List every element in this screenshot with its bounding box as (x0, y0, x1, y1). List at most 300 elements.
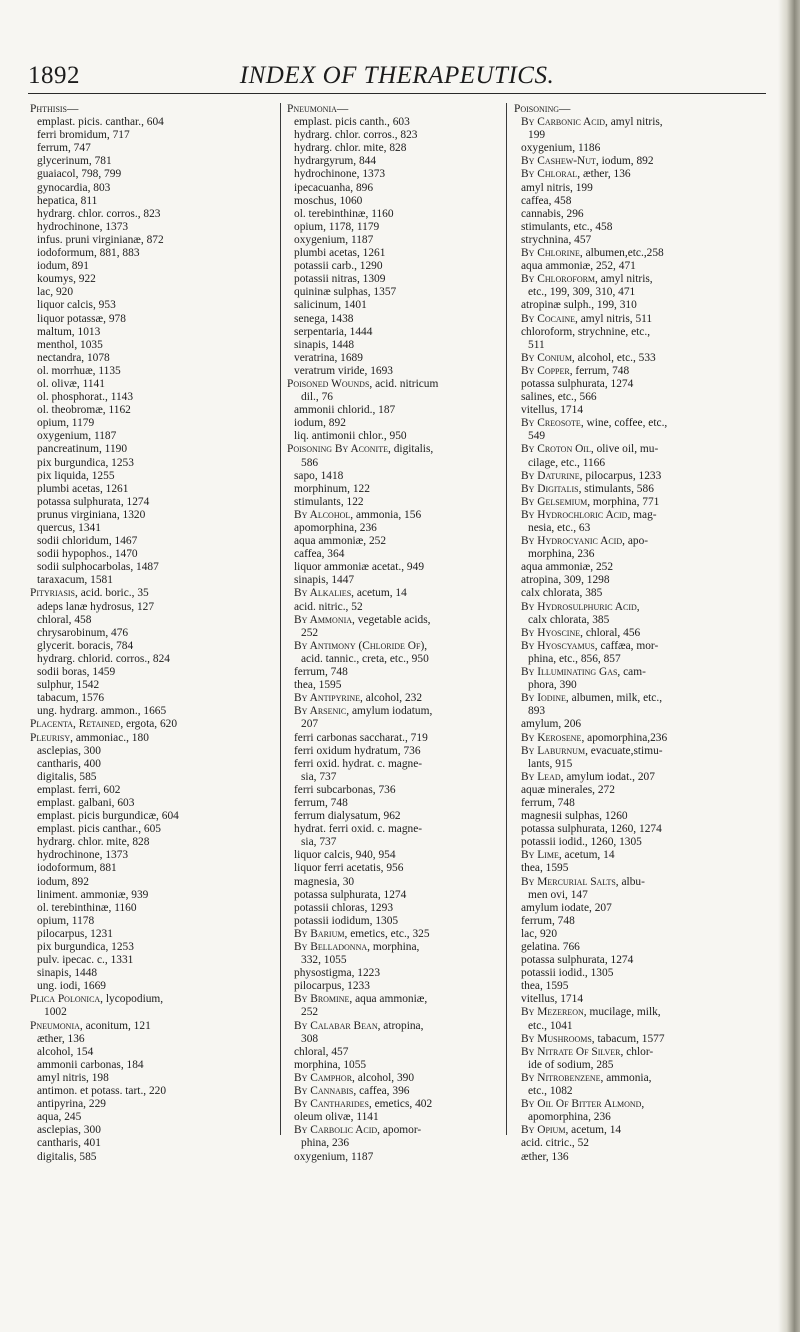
heading-term: By Hyoscyamus, (521, 639, 601, 652)
index-entry: aqua, 245 (37, 1111, 82, 1124)
index-entry: sinapis, 1447 (294, 574, 355, 587)
heading-term: Poisoning By Aconite, (287, 443, 394, 456)
heading-term: By Iodine, (521, 692, 572, 705)
index-entry: sapo, 1418 (294, 469, 344, 482)
index-entry: pilocarpus, 1233 (294, 980, 370, 993)
index-entry: hydrarg. chlor. mite, 828 (37, 836, 150, 849)
index-entry: æther, 136 (37, 1032, 85, 1045)
index-entry: magnesii sulphas, 1260 (521, 810, 628, 823)
index-entry: thea, 1595 (294, 679, 342, 692)
index-entry: magnesia, 30 (294, 875, 355, 888)
index-entry: hydrochinone, 1373 (37, 849, 129, 862)
index-entry: ferri oxidum hydratum, 736 (294, 744, 421, 757)
heading-term: Pneumonia, (30, 1019, 86, 1032)
index-entry: chloroform, strychnine, etc., (521, 325, 651, 338)
heading-term: By Opium, (521, 1124, 572, 1137)
index-entry: potassa sulphurata, 1274 (294, 888, 407, 901)
index-column-1 (30, 103, 272, 1164)
index-entry: liq. antimonii chlor., 950 (294, 430, 407, 443)
index-continuation: 549 (528, 430, 546, 443)
index-entry: By Gelsemium, morphina, 771 (521, 495, 660, 508)
page-title: INDEX OF THERAPEUTICS. (239, 62, 555, 89)
index-entry: infus. pruni virginianæ, 872 (37, 233, 164, 246)
index-entry: By Nitrobenzene, ammonia, (521, 1071, 652, 1084)
index-heading: Poisoned Wounds, acid. nitricum (287, 377, 439, 390)
index-entry (287, 640, 499, 653)
index-continuation: 511 (528, 338, 545, 351)
index-entry: ipecacuanha, 896 (294, 181, 374, 194)
index-entry: By Copper, ferrum, 748 (521, 364, 630, 377)
index-entry: By Lead, amylum iodat., 207 (521, 770, 655, 783)
heading-term: By Arsenic, (294, 705, 352, 718)
index-entry: By Daturine, pilocarpus, 1233 (521, 469, 662, 482)
page-edge-shadow (778, 0, 800, 1332)
index-entry: potassii iodid., 1305 (521, 967, 614, 980)
index-heading: Poisoning— (514, 103, 571, 115)
index-entry: vitellus, 1714 (521, 404, 584, 417)
index-entry: glycerinum, 781 (37, 155, 112, 168)
index-column-2 (287, 103, 499, 1164)
index-entry: liquor ammoniæ acetat., 949 (294, 561, 425, 574)
index-entry: acid. citric., 52 (521, 1137, 589, 1150)
index-continuation: phora, 390 (528, 679, 577, 692)
index-entry: plumbi acetas, 1261 (294, 247, 386, 260)
index-entry: gelatina. 766 (521, 941, 580, 953)
index-entry: By Chlorine, albumen,etc.,258 (521, 247, 664, 260)
index-entry: amyl nitris, 198 (37, 1071, 109, 1084)
index-heading: Poisoning By Aconite, digitalis, (287, 443, 434, 456)
index-entry: amylum, 206 (521, 718, 582, 731)
index-entry: potassii carb., 1290 (294, 260, 383, 273)
header-rule (28, 93, 766, 94)
index-entry: chloral, 458 (37, 613, 92, 626)
index-entry: By Camphor, alcohol, 390 (294, 1071, 415, 1084)
index-entry: By Alkalies, acetum, 14 (294, 587, 407, 600)
index-entry: By Iodine, albumen, milk, etc., (521, 692, 663, 705)
index-entry: taraxacum, 1581 (37, 574, 113, 587)
heading-term: Phthisis (30, 103, 68, 115)
heading-term: By Alcohol, (294, 508, 356, 521)
index-entry: ferri carbonas saccharat., 719 (294, 731, 428, 744)
index-entry: ferrum, 748 (521, 796, 575, 809)
index-continuation: 332, 1055 (301, 954, 347, 967)
index-entry: calx chlorata, 385 (521, 587, 603, 600)
index-entry: acid. nitric., 52 (294, 600, 363, 613)
index-entry: By Cannabis, caffea, 396 (294, 1085, 410, 1098)
index-continuation: morphina, 236 (528, 548, 595, 561)
index-entry: emplast. picis canthar., 605 (37, 823, 162, 836)
index-continuation: 586 (301, 456, 319, 469)
heading-term: By Antipyrine, (294, 692, 366, 705)
index-entry: morphina, 1055 (294, 1058, 367, 1071)
index-continuation: 199 (528, 129, 546, 142)
index-entry: moschus, 1060 (294, 194, 363, 207)
index-entry: oxygenium, 1187 (294, 1150, 374, 1163)
page-number: 1892 (28, 62, 80, 89)
heading-term: By Antimony (Chloride Of), (294, 639, 428, 652)
index-entry: By Belladonna, morphina, (294, 941, 420, 953)
heading-term: By Bromine, (294, 993, 356, 1006)
index-entry: By Hyoscine, chloral, 456 (521, 626, 641, 639)
heading-term: By Gelsemium, (521, 495, 593, 508)
index-entry: hydrarg. chlor. corros., 823 (294, 129, 418, 142)
heading-term: Poisoned Wounds, (287, 377, 376, 390)
heading-term: By Mercurial Salts, (521, 875, 622, 888)
index-continuation: 1002 (44, 1006, 67, 1019)
index-continuation: nesia, etc., 63 (528, 522, 591, 534)
index-column-3 (514, 103, 750, 1164)
index-entry: ferrum, 747 (37, 142, 91, 155)
heading-term: By Oil Of Bitter Almond, (521, 1098, 645, 1111)
index-entry: adeps lanæ hydrosus, 127 (37, 600, 155, 613)
heading-term: By Croton Oil, (521, 443, 597, 456)
index-continuation: lants, 915 (528, 757, 573, 770)
heading-term: By Digitalis, (521, 482, 585, 495)
index-entry: ol. theobromæ, 1162 (37, 404, 131, 417)
index-entry: ol. morrhuæ, 1135 (37, 364, 121, 377)
column-divider (506, 103, 507, 1135)
index-entry: aqua ammoniæ, 252 (521, 561, 614, 574)
index-entry: strychnina, 457 (521, 233, 592, 246)
index-entry: ferri bromidum, 717 (37, 129, 130, 142)
heading-term: By Mushrooms, (521, 1032, 598, 1045)
heading-term: Pneumonia (287, 103, 337, 115)
index-entry: ferri oxid. hydrat. c. magne- (294, 757, 423, 770)
index-entry: By Arsenic, amylum iodatum, (294, 705, 433, 718)
index-entry: opium, 1178 (37, 914, 95, 927)
index-entry: amylum iodate, 207 (521, 901, 612, 914)
index-entry: cannabis, 296 (521, 207, 584, 220)
index-entry: senega, 1438 (294, 312, 354, 325)
index-entry: By Hyoscyamus, caffæa, mor- (521, 639, 659, 652)
index-heading: Phthisis— (30, 103, 79, 115)
index-entry: By Mezereon, mucilage, milk, (521, 1006, 661, 1019)
index-continuation: cilage, etc., 1166 (528, 456, 606, 469)
index-continuation: men ovi, 147 (528, 888, 588, 901)
index-entry: maltum, 1013 (37, 325, 101, 338)
index-entry: glycerit. boracis, 784 (37, 639, 134, 652)
index-entry: By Cocaine, amyl nitris, 511 (521, 312, 653, 325)
heading-term: By Belladonna, (294, 941, 373, 953)
index-entry: emplast. picis canth., 603 (294, 116, 410, 129)
index-entry: aquæ minerales, 272 (521, 783, 615, 796)
index-entry: By Calabar Bean, atropina, (294, 1019, 424, 1032)
index-entry: iodoformum, 881, 883 (37, 247, 140, 260)
heading-term: By Chloral, (521, 168, 583, 181)
index-entry: asclepias, 300 (37, 1124, 101, 1137)
index-entry: emplast. ferri, 602 (37, 783, 121, 796)
index-entry: iodoformum, 881 (37, 862, 117, 875)
index-entry: gynocardia, 803 (37, 181, 111, 194)
index-entry: ferri subcarbonas, 736 (294, 783, 396, 796)
index-entry: asclepias, 300 (37, 744, 101, 757)
heading-term: By Camphor, (294, 1071, 358, 1084)
heading-term: Pleurisy, (30, 731, 76, 744)
index-entry: By Ammonia, vegetable acids, (294, 613, 431, 626)
index-entry: ammonii carbonas, 184 (37, 1058, 144, 1071)
index-entry: liniment. ammoniæ, 939 (37, 888, 149, 901)
index-entry: liquor calcis, 940, 954 (294, 849, 396, 862)
index-entry: tabacum, 1576 (37, 692, 105, 705)
index-entry: ferrum, 748 (294, 666, 348, 679)
index-entry: oxygenium, 1186 (521, 142, 601, 155)
index-entry: potassii chloras, 1293 (294, 901, 394, 914)
index-heading: Pneumonia— (287, 103, 349, 115)
column-divider (280, 103, 281, 1135)
running-header (28, 62, 766, 88)
heading-term: By Ammonia, (294, 613, 358, 626)
index-continuation: etc., 199, 309, 310, 471 (528, 286, 636, 299)
index-entry: stimulants, etc., 458 (521, 220, 613, 233)
index-entry: atropina, 309, 1298 (521, 574, 610, 587)
heading-term: By Daturine, (521, 469, 586, 482)
index-entry: By Carbonic Acid, amyl nitris, (521, 116, 663, 129)
heading-term: By Hydrochloric Acid, (521, 508, 634, 521)
index-continuation: ide of sodium, 285 (528, 1058, 614, 1071)
heading-term: By Hydrocyanic Acid, (521, 535, 628, 548)
index-continuation: apomorphina, 236 (528, 1111, 611, 1124)
index-entry: thea, 1595 (521, 862, 569, 875)
index-entry: hydrochinone, 1373 (294, 168, 386, 181)
index-entry: potassii nitras, 1309 (294, 273, 386, 286)
index-entry: By Antipyrine, alcohol, 232 (294, 692, 423, 705)
index-entry: pix liquida, 1255 (37, 469, 115, 482)
index-entry: caffea, 458 (521, 194, 572, 207)
index-entry: chloral, 457 (294, 1045, 349, 1058)
index-entry: caffea, 364 (294, 548, 345, 561)
index-continuation: etc., 1082 (528, 1085, 573, 1098)
index-continuation: etc., 1041 (528, 1019, 573, 1032)
index-entry: aqua ammoniæ, 252, 471 (521, 260, 636, 273)
index-entry: digitalis, 585 (37, 1150, 97, 1163)
heading-term: By Copper, (521, 364, 576, 377)
index-entry: sinapis, 1448 (294, 338, 355, 351)
index-heading: Plica Polonica, lycopodium, (30, 993, 164, 1006)
index-entry: iodum, 892 (37, 875, 89, 888)
index-entry: oleum olivæ, 1141 (294, 1111, 379, 1124)
index-entry: oxygenium, 1187 (294, 233, 374, 246)
index-entry: By Cantharides, emetics, 402 (294, 1098, 433, 1111)
index-entry: lac, 920 (521, 927, 558, 940)
index-entry: plumbi acetas, 1261 (37, 482, 129, 495)
index-heading: Pleurisy, ammoniac., 180 (30, 731, 149, 744)
index-entry: potassa sulphurata, 1260, 1274 (521, 823, 662, 836)
index-continuation: 893 (528, 705, 546, 718)
index-continuation: 252 (301, 1006, 319, 1019)
index-entry: ferrum dialysatum, 962 (294, 810, 401, 823)
index-entry: iodum, 891 (37, 260, 89, 273)
index-entry: pix burgundica, 1253 (37, 456, 134, 469)
index-entry: iodum, 892 (294, 417, 346, 430)
index-entry: sodii sulphocarbolas, 1487 (37, 561, 159, 574)
index-continuation: 207 (301, 718, 319, 731)
index-entry: ung. iodi, 1669 (37, 980, 106, 993)
heading-term: By Mezereon, (521, 1006, 590, 1019)
index-entry: By Barium, emetics, etc., 325 (294, 927, 430, 940)
heading-term: By Creosote, (521, 417, 587, 430)
index-entry: guaiacol, 798, 799 (37, 168, 122, 181)
index-entry: veratrina, 1689 (294, 351, 363, 364)
index-entry: potassa sulphurata, 1274 (521, 954, 634, 967)
heading-term: By Cannabis, (294, 1085, 360, 1098)
index-entry: emplast. picis. canthar., 604 (37, 116, 164, 129)
index-heading: Placenta, Retained, ergota, 620 (30, 718, 178, 731)
index-entry: By Illuminating Gas, cam- (521, 666, 646, 679)
index-entry: hydrargyrum, 844 (294, 155, 377, 168)
index-entry: æther, 136 (521, 1150, 569, 1163)
index-entry: hydrarg. chlorid. corros., 824 (37, 652, 170, 665)
index-entry: emplast. galbani, 603 (37, 796, 135, 809)
index-entry: cantharis, 401 (37, 1137, 101, 1150)
heading-term: By Cashew-Nut, (521, 155, 602, 168)
index-continuation: 252 (301, 626, 319, 639)
index-entry: By Kerosene, apomorphina,236 (521, 731, 668, 744)
index-entry: By Bromine, aqua ammoniæ, (294, 993, 428, 1006)
index-entry: hepatica, 811 (37, 194, 98, 207)
index-entry: potassa sulphurata, 1274 (521, 377, 634, 390)
index-entry: By Laburnum, evacuate,stimu- (521, 744, 663, 757)
index-entry: By Mercurial Salts, albu- (521, 875, 645, 888)
index-entry: ferrum, 748 (294, 796, 348, 809)
index-entry: digitalis, 585 (37, 770, 97, 783)
index-entry: potassii iodid., 1260, 1305 (521, 836, 642, 849)
heading-term: By Alkalies, (294, 587, 357, 600)
index-continuation: sia, 737 (301, 770, 337, 783)
index-continuation: acid. tannic., creta, etc., 950 (301, 652, 429, 665)
heading-term: By Lead, (521, 770, 567, 783)
index-entry: chrysarobinum, 476 (37, 626, 129, 639)
index-entry: thea, 1595 (521, 980, 569, 993)
heading-term: By Chloroform, (521, 273, 601, 286)
index-entry: prunus virginiana, 1320 (37, 508, 146, 521)
index-entry: antipyrina, 229 (37, 1098, 106, 1111)
index-entry: morphinum, 122 (294, 482, 370, 495)
index-entry: cantharis, 400 (37, 757, 101, 770)
index-entry: opium, 1178, 1179 (294, 220, 380, 233)
heading-term: By Kerosene, (521, 731, 588, 744)
index-entry: By Digitalis, stimulants, 586 (521, 482, 654, 495)
index-entry: nectandra, 1078 (37, 351, 110, 364)
index-entry: ol. phosphorat., 1143 (37, 391, 134, 404)
index-entry: pulv. ipecac. c., 1331 (37, 954, 134, 967)
index-entry: lac, 920 (37, 286, 74, 299)
index-entry: potassii iodidum, 1305 (294, 914, 399, 927)
heading-term: By Barium, (294, 927, 351, 940)
index-entry: By Lime, acetum, 14 (521, 849, 615, 862)
heading-term: Pityriasis, (30, 587, 81, 600)
index-entry: sodii hypophos., 1470 (37, 548, 138, 561)
index-entry: ammonii chlorid., 187 (294, 404, 396, 417)
index-entry: quininæ sulphas, 1357 (294, 286, 397, 299)
heading-term: By Hydrosulphuric Acid, (521, 600, 640, 613)
index-entry: By Chloroform, amyl nitris, (521, 273, 653, 286)
index-entry: menthol, 1035 (37, 338, 103, 351)
index-entry: sodii boras, 1459 (37, 666, 116, 679)
index-entry: atropinæ sulph., 199, 310 (521, 299, 637, 312)
index-entry: pancreatinum, 1190 (37, 443, 128, 456)
index-entry: ol. olivæ, 1141 (37, 377, 105, 390)
index-entry: By Alcohol, ammonia, 156 (294, 508, 422, 521)
index-entry: sinapis, 1448 (37, 967, 98, 980)
heading-term: By Nitrate Of Silver, (521, 1045, 627, 1058)
index-entry: emplast. picis burgundicæ, 604 (37, 810, 179, 823)
index-entry: serpentaria, 1444 (294, 325, 373, 338)
index-entry: quercus, 1341 (37, 522, 101, 534)
index-entry: By Creosote, wine, coffee, etc., (521, 417, 668, 430)
heading-term: By Hyoscine, (521, 626, 586, 639)
index-entry: By Carbolic Acid, apomor- (294, 1124, 422, 1137)
index-heading: Pneumonia, aconitum, 121 (30, 1019, 151, 1032)
index-entry: pix burgundica, 1253 (37, 941, 134, 953)
heading-term: By Calabar Bean, (294, 1019, 384, 1032)
heading-term: By Cantharides, (294, 1098, 375, 1111)
heading-term: By Nitrobenzene, (521, 1071, 607, 1084)
index-entry: By Nitrate Of Silver, chlor- (521, 1045, 654, 1058)
index-continuation: calx chlorata, 385 (528, 613, 610, 626)
index-entry: By Conium, alcohol, etc., 533 (521, 351, 656, 364)
index-continuation: dil., 76 (301, 391, 333, 404)
index-entry: By Hydrocyanic Acid, apo- (521, 535, 649, 548)
index-entry: hydrarg. chlor. mite, 828 (294, 142, 407, 155)
index-entry: hydrarg. chlor. corros., 823 (37, 207, 161, 220)
heading-term: Plica Polonica, (30, 993, 106, 1006)
index-entry: vitellus, 1714 (521, 993, 584, 1006)
index-entry: veratrum viride, 1693 (294, 364, 394, 377)
index-entry: By Hydrochloric Acid, mag- (521, 508, 657, 521)
heading-term: By Carbonic Acid, (521, 116, 611, 129)
index-entry: alcohol, 154 (37, 1045, 94, 1058)
index-entry: ol. terebinthinæ, 1160 (294, 207, 394, 220)
index-entry: liquor calcis, 953 (37, 299, 116, 312)
index-entry: stimulants, 122 (294, 495, 364, 508)
index-entry: By Mushrooms, tabacum, 1577 (521, 1032, 665, 1045)
index-entry: ol. terebinthinæ, 1160 (37, 901, 137, 914)
index-entry: aqua ammoniæ, 252 (294, 535, 387, 548)
index-entry: sulphur, 1542 (37, 679, 100, 692)
index-entry: By Cashew-Nut, iodum, 892 (521, 155, 654, 168)
index-entry: pilocarpus, 1231 (37, 927, 113, 940)
index-entry: salicinum, 1401 (294, 299, 367, 312)
heading-term: By Carbolic Acid, (294, 1124, 383, 1137)
index-continuation: 308 (301, 1032, 319, 1045)
heading-term: By Lime, (521, 849, 565, 862)
index-entry: oxygenium, 1187 (37, 430, 117, 443)
heading-term: By Cocaine, (521, 312, 581, 325)
index-entry: By Chloral, æther, 136 (521, 168, 631, 181)
index-continuation: sia, 737 (301, 836, 337, 849)
index-entry: antimon. et potass. tart., 220 (37, 1085, 167, 1098)
heading-term: By Conium, (521, 351, 578, 364)
index-entry (514, 601, 750, 614)
index-entry: apomorphina, 236 (294, 522, 377, 534)
index-continuation: phina, etc., 856, 857 (528, 652, 621, 665)
index-entry: By Opium, acetum, 14 (521, 1124, 622, 1137)
heading-term: By Laburnum, (521, 744, 591, 757)
index-entry: opium, 1179 (37, 417, 95, 430)
index-heading: Pityriasis, acid. boric., 35 (30, 587, 149, 600)
index-entry: By Croton Oil, olive oil, mu- (521, 443, 659, 456)
index-entry: ung. hydrarg. ammon., 1665 (37, 705, 167, 718)
index-entry: salines, etc., 566 (521, 391, 597, 404)
index-entry: ferrum, 748 (521, 914, 575, 927)
heading-term: Placenta, Retained, (30, 718, 127, 731)
index-entry (514, 1098, 750, 1111)
index-entry: potassa sulphurata, 1274 (37, 495, 150, 508)
index-entry: physostigma, 1223 (294, 967, 381, 980)
index-entry: koumys, 922 (37, 273, 96, 286)
index-continuation: phina, 236 (301, 1137, 350, 1150)
index-entry: liquor ferri acetatis, 956 (294, 862, 404, 875)
